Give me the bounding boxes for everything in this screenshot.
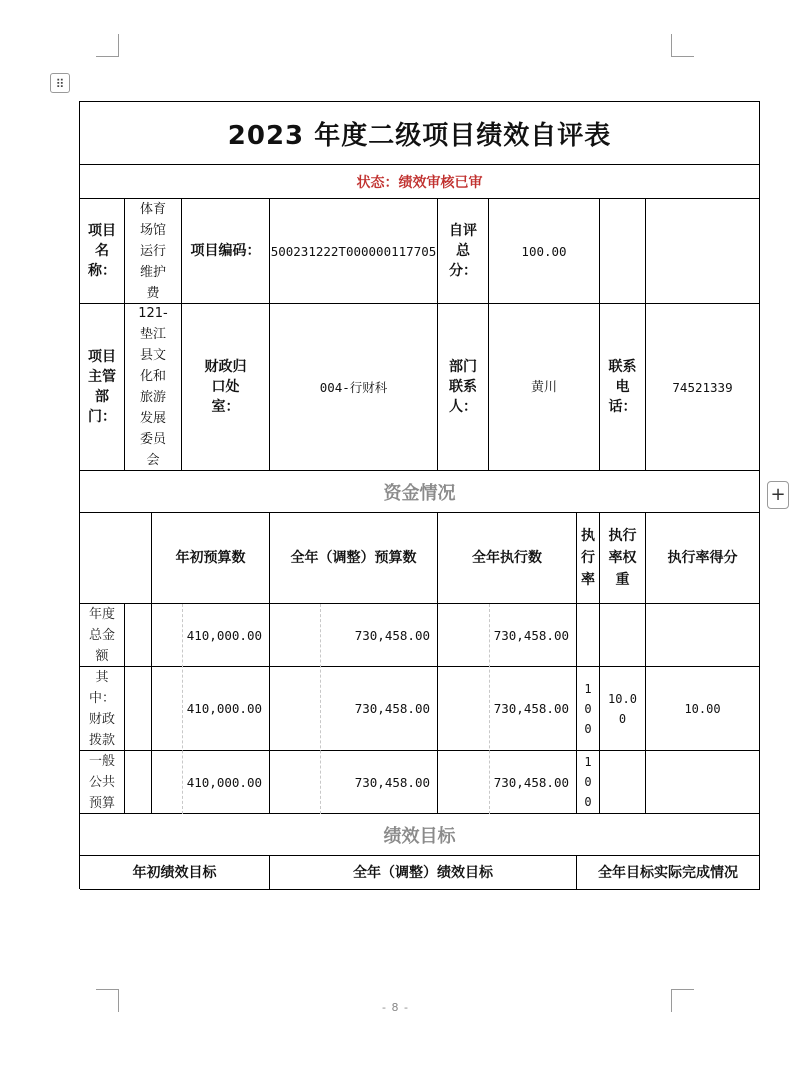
- header-actual-completion: 全年目标实际完成情况: [577, 856, 760, 890]
- rate-score-cell: 10.00: [646, 667, 760, 751]
- adjusted-budget-cell: 730,458.00: [270, 751, 438, 814]
- header-initial-goals: 年初绩效目标: [80, 856, 270, 890]
- add-column-plus-icon[interactable]: +: [767, 481, 789, 509]
- rate-score-cell: [646, 604, 760, 667]
- project-name-value: 体育场馆运行维护费: [125, 199, 182, 304]
- header-adjusted-goals: 全年（调整）绩效目标: [270, 856, 577, 890]
- header-adjusted-budget: 全年（调整）预算数: [270, 513, 438, 604]
- executed-cell: 730,458.00: [438, 667, 577, 751]
- rate-score-cell: [646, 751, 760, 814]
- project-code-label: 项目编码：: [182, 199, 270, 304]
- finance-office-value: 004-行财科: [270, 304, 438, 471]
- exec-rate-cell: [577, 604, 600, 667]
- finance-office-label: 财政归口处室：: [182, 304, 270, 471]
- empty-cell: [125, 604, 152, 667]
- empty-cell: [125, 667, 152, 751]
- adjusted-budget-cell: 730,458.00: [270, 667, 438, 751]
- header-initial-budget: 年初预算数: [152, 513, 270, 604]
- funds-header-blank: [80, 513, 152, 604]
- adjusted-budget-cell: 730,458.00: [270, 604, 438, 667]
- corner-mark-top-left: [96, 34, 119, 57]
- score-total-value: 100.00: [489, 199, 600, 304]
- header-executed: 全年执行数: [438, 513, 577, 604]
- table-move-handle-icon[interactable]: ⠿: [50, 73, 70, 93]
- empty-cell: [600, 199, 646, 304]
- header-exec-rate: 执行率: [577, 513, 600, 604]
- dept-label: 项目主管部门：: [80, 304, 125, 471]
- funds-row-label: 其中：财政拨款: [80, 667, 125, 751]
- initial-budget-cell: 410,000.00: [152, 604, 270, 667]
- header-rate-score: 执行率得分: [646, 513, 760, 604]
- contact-person-label: 部门联系人：: [438, 304, 489, 471]
- phone-value: 74521339: [646, 304, 760, 471]
- funds-row-label: 一般公共预算: [80, 751, 125, 814]
- initial-budget-cell: 410,000.00: [152, 751, 270, 814]
- dashed-guide: [489, 604, 490, 814]
- status-text: 状态：绩效审核已审: [80, 165, 760, 199]
- exec-rate-cell: 100: [577, 667, 600, 751]
- table-title: 2023 年度二级项目绩效自评表: [80, 102, 760, 165]
- dashed-guide: [320, 604, 321, 814]
- performance-table: [79, 101, 760, 889]
- executed-cell: 730,458.00: [438, 604, 577, 667]
- header-rate-weight: 执行率权重: [600, 513, 646, 604]
- page-number: - 8 -: [382, 1001, 409, 1014]
- empty-cell: [646, 199, 760, 304]
- rate-weight-cell: 10.00: [600, 667, 646, 751]
- dept-value: 121-垫江县文化和旅游发展委员会: [125, 304, 182, 471]
- funds-row-label: 年度总金额: [80, 604, 125, 667]
- goals-section-title: 绩效目标: [80, 814, 760, 856]
- contact-person-value: 黄川: [489, 304, 600, 471]
- funds-section-title: 资金情况: [80, 471, 760, 513]
- project-code-value: 500231222T000000117705: [270, 199, 438, 304]
- executed-cell: 730,458.00: [438, 751, 577, 814]
- corner-mark-top-right: [671, 34, 694, 57]
- initial-budget-cell: 410,000.00: [152, 667, 270, 751]
- dashed-guide: [182, 604, 183, 814]
- empty-cell: [125, 751, 152, 814]
- score-total-label: 自评总分：: [438, 199, 489, 304]
- phone-label: 联系电话：: [600, 304, 646, 471]
- rate-weight-cell: [600, 604, 646, 667]
- exec-rate-cell: 100: [577, 751, 600, 814]
- project-name-label: 项目名称：: [80, 199, 125, 304]
- rate-weight-cell: [600, 751, 646, 814]
